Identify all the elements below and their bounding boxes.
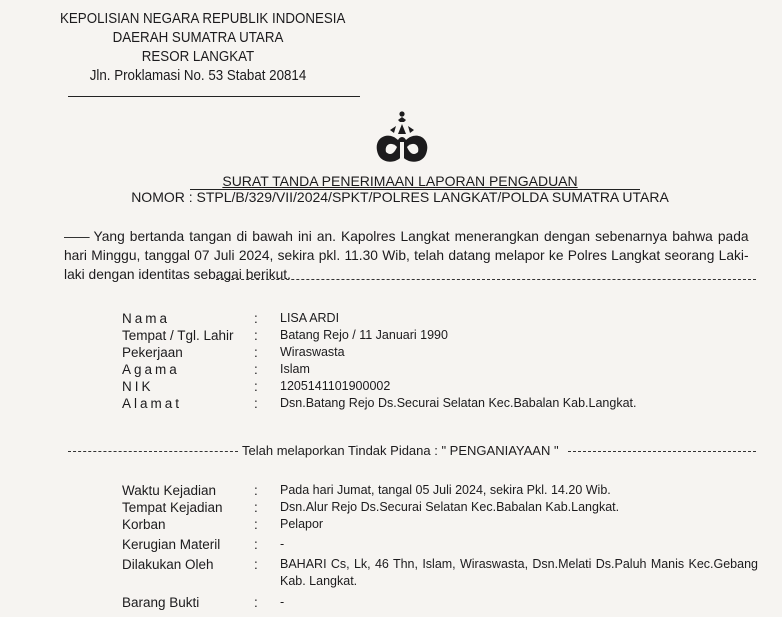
incident-label: Dilakukan Oleh — [122, 557, 214, 572]
identity-value: Wiraswasta — [280, 345, 345, 359]
incident-value: - — [280, 537, 285, 551]
colon: : — [254, 500, 258, 515]
identity-label: Nama — [122, 311, 171, 326]
document-number: NOMOR : STPL/B/329/VII/2024/SPKT/POLRES LANGKAT/POLDA SUMATRA UTARA — [131, 189, 669, 205]
letterhead-line-1: KEPOLISIAN NEGARA REPUBLIK INDONESIA — [60, 11, 346, 27]
incident-label: Korban — [122, 517, 166, 532]
identity-row-nik — [0, 378, 782, 395]
separator-dashes-right — [568, 451, 756, 452]
colon: : — [254, 362, 258, 377]
intro-dash-fill — [216, 279, 756, 280]
incident-row-waktu — [0, 482, 782, 499]
colon: : — [254, 517, 258, 532]
intro-lead-dash — [64, 237, 90, 238]
incident-label: Waktu Kejadian — [122, 483, 217, 498]
colon: : — [254, 345, 258, 360]
intro-text: Yang bertanda tangan di bawah ini an. Kapolres Langkat menerangkan dengan sebenarnya bahwa pada hari Minggu, tanggal 07 Juli 2024, sekira pkl. 11.30 Wib, telah datang melapor ke Polres Langkat seorang Laki-laki dengan identitas sebagai berikut. — [64, 228, 749, 282]
colon: : — [254, 328, 258, 343]
letterhead-line-2: DAERAH SUMATRA UTARA — [112, 30, 284, 46]
identity-label: Pekerjaan — [122, 345, 183, 360]
letterhead-divider — [68, 96, 360, 97]
colon: : — [254, 483, 258, 498]
letterhead-line-3: RESOR LANGKAT — [141, 49, 255, 65]
colon: : — [254, 537, 258, 552]
title-divider — [190, 189, 640, 190]
identity-row-alamat — [0, 395, 782, 412]
incident-value: - — [280, 595, 285, 609]
separator-dashes-left — [68, 451, 238, 452]
polri-tribrata-emblem-icon — [368, 108, 436, 168]
incident-label: Tempat Kejadian — [122, 500, 223, 515]
incident-value: Pelapor — [280, 517, 324, 531]
identity-label: Agama — [122, 362, 180, 377]
identity-label: NIK — [122, 379, 154, 394]
identity-label: Alamat — [122, 396, 183, 411]
incident-row-kerugian — [0, 536, 782, 553]
identity-row-agama — [0, 361, 782, 378]
incident-row-barang-bukti — [0, 594, 782, 611]
incident-label: Kerugian Materil — [122, 537, 221, 552]
colon: : — [254, 396, 258, 411]
identity-label: Tempat / Tgl. Lahir — [122, 328, 234, 343]
colon: : — [254, 311, 258, 326]
incident-label: Barang Bukti — [122, 595, 200, 610]
incident-row-tempat — [0, 499, 782, 516]
incident-value-perpetrator: BAHARI Cs, Lk, 46 Thn, Islam, Wiraswasta, Dsn.Melati Ds.Paluh Manis Kec.Gebang Kab. Langkat. — [280, 557, 758, 588]
colon: : — [254, 557, 258, 572]
identity-value: Dsn.Batang Rejo Ds.Securai Selatan Kec.Babalan Kab.Langkat. — [280, 396, 637, 410]
identity-row-nama — [0, 310, 782, 327]
offense-statement: Telah melaporkan Tindak Pidana : " PENGANIAYAAN " — [242, 443, 559, 458]
identity-row-pekerjaan — [0, 344, 782, 361]
letterhead — [60, 10, 346, 86]
offense-separator — [0, 442, 782, 460]
colon: : — [254, 595, 258, 610]
document-title: SURAT TANDA PENERIMAAN LAPORAN PENGADUAN — [222, 173, 578, 189]
identity-value: LISA ARDI — [280, 311, 340, 325]
colon: : — [254, 379, 258, 394]
letterhead-address: Jln. Proklamasi No. 53 Stabat 20814 — [89, 68, 307, 84]
incident-row-korban — [0, 516, 782, 533]
identity-row-ttl — [0, 327, 782, 344]
intro-paragraph — [64, 227, 749, 284]
identity-value: Batang Rejo / 11 Januari 1990 — [280, 328, 448, 342]
identity-value: 1205141101900002 — [280, 379, 391, 393]
identity-value: Islam — [280, 362, 310, 376]
incident-value: Dsn.Alur Rejo Ds.Securai Selatan Kec.Babalan Kab.Langkat. — [280, 500, 620, 514]
incident-value: Pada hari Jumat, tangal 05 Juli 2024, sekira Pkl. 14.20 Wib. — [280, 483, 611, 497]
